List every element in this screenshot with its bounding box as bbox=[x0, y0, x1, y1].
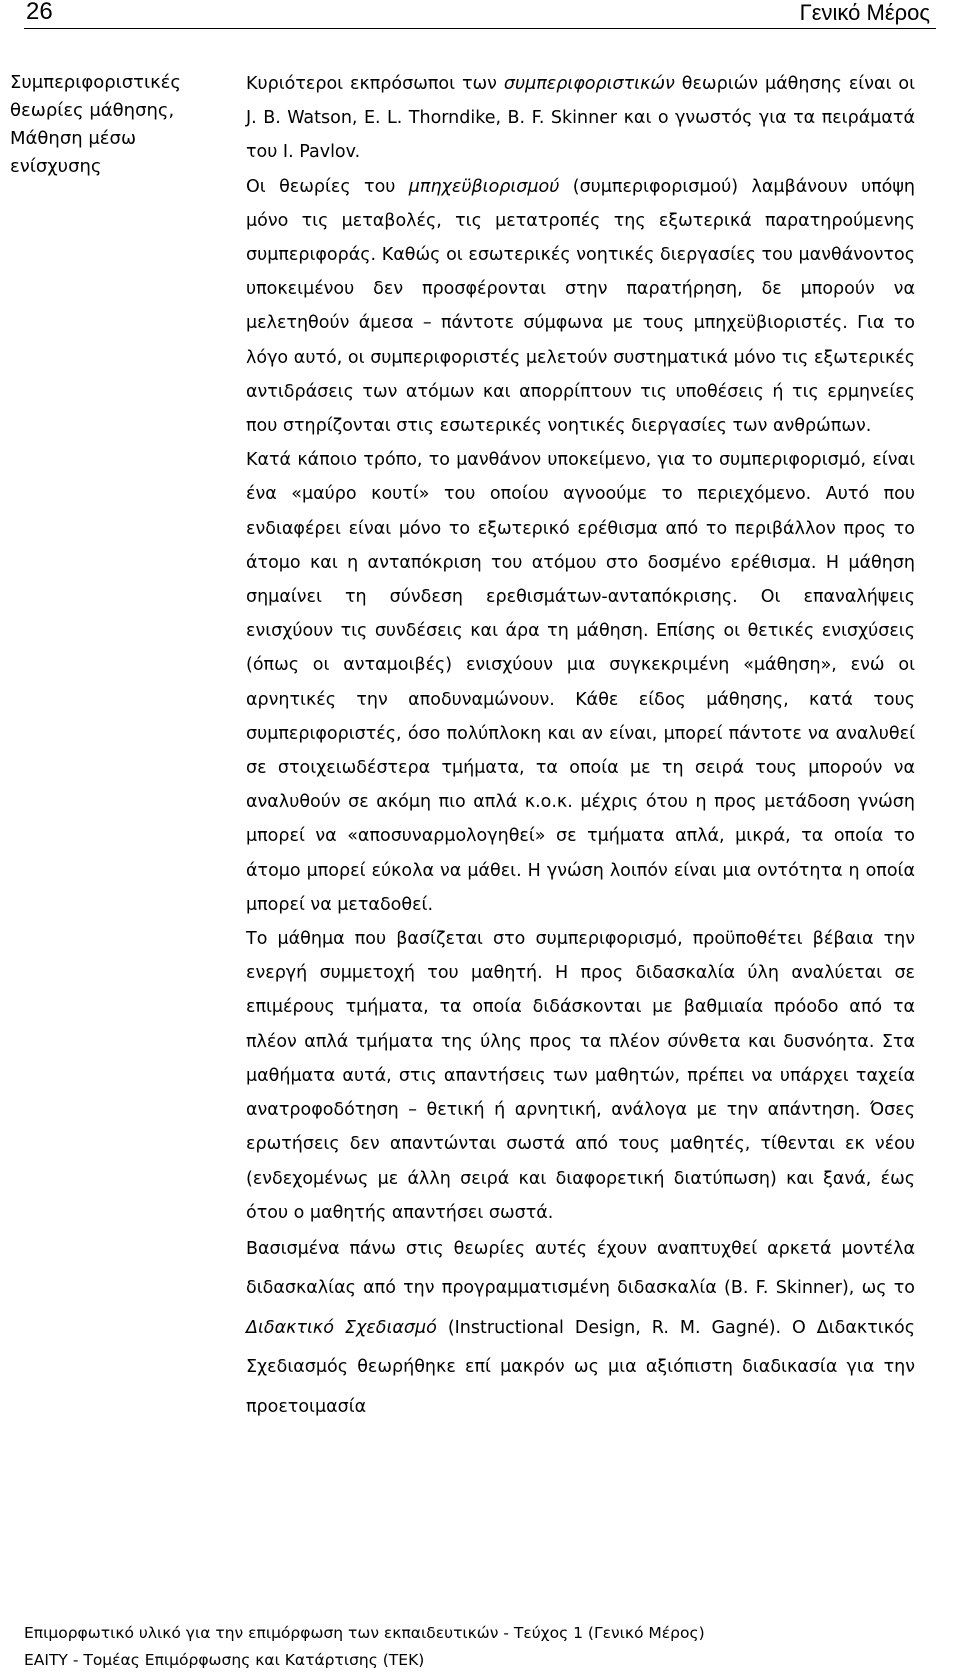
footer-line: ΕΑΙΤΥ - Τομέας Επιμόρφωσης και Κατάρτισης (ΤΕΚ) bbox=[24, 1651, 425, 1669]
emphasis: συμπεριφοριστικών bbox=[503, 74, 675, 94]
text-run: (συμπεριφορισμού) λαμβάνουν υπόψη μόνο τις μεταβολές, τις μετατροπές της εξωτερικά παρατηρούμενης συμπεριφοράς. Καθώς οι εσωτερικές νοητικές διεργασίες του μανθάνοντος υποκειμένου δεν προσφέρονται στην παρατήρηση, δε μπορούν να μελετηθούν άμεσα – πάντοτε σύμφωνα με τους μπηχεϋβιοριστές. Για το λόγο αυτό, οι συμπεριφοριστές μελετούν συστηματικά μόνο τις εξωτερικές αντιδράσεις των ατόμων και απορρίπτουν τις υποθέσεις ή τις ερμηνείες που στηρίζονται στις εσωτερικές νοητικές διεργασίες των ανθρώπων. bbox=[246, 176, 915, 437]
paragraph bbox=[246, 170, 915, 444]
emphasis: Διδακτικό Σχεδιασμό bbox=[246, 1317, 437, 1338]
text-run: Οι θεωρίες του bbox=[246, 176, 409, 197]
paragraph bbox=[246, 67, 915, 170]
page-header bbox=[24, 0, 936, 29]
paragraph bbox=[246, 1230, 915, 1428]
text-run: θεωριών μάθησης είναι οι J. B. Watson, E. L. Thorndike, B. F. Skinner και ο γνωστός για τα πειράματά του I. Pavlov. bbox=[246, 74, 915, 163]
text-run: Βασισμένα πάνω στις θεωρίες αυτές έχουν αναπτυχθεί αρκετά μοντέλα διδασκαλίας από την προγραμματισμένη διδασκαλία (B. F. Skinner), ως το bbox=[246, 1238, 915, 1299]
emphasis: μπηχεϋβιορισμού bbox=[408, 176, 560, 197]
text-run: (Instructional Design, R. M. Gagné). Ο Διδακτικός Σχεδιασμός θεωρήθηκε επί μακρόν ως μια αξιόπιστη διαδικασία για την προετοιμασία bbox=[246, 1317, 915, 1417]
body-text bbox=[246, 67, 915, 1427]
page-footer bbox=[24, 1620, 705, 1674]
text-run: Κυριότεροι εκπρόσωποι των bbox=[246, 74, 504, 94]
paragraph: Κατά κάποιο τρόπο, το μανθάνον υποκείμενο, για το συμπεριφορισμό, είναι ένα «μαύρο κουτί» του οποίου αγνοούμε το περιεχόμενο. Αυτό που ενδιαφέρει είναι μόνο το εξωτερικό ερέθισμα από το περιβάλλον προς το άτομο και η ανταπόκριση του ατόμου στο δοσμένο ερέθισμα. Η μάθηση σημαίνει τη σύνδεση ερεθισμάτων-ανταπόκρισης. Οι επαναλήψεις ενισχύουν τις συνδέσεις και άρα τη μάθηση. Επίσης οι θετικές ενισχύσεις (όπως οι ανταμοιβές) ενισχύουν μια συγκεκριμένη «μάθηση», ενώ οι αρνητικές την αποδυναμώνουν. Κάθε είδος μάθησης, κατά τους συμπεριφοριστές, όσο πολύπλοκη και αν είναι, μπορεί πάντοτε να αναλυθεί σε στοιχειωδέστερα τμήματα, τα οποία με τη σειρά τους μπορούν να αναλυθούν σε ακόμη πιο απλά κ.ο.κ. μέχρις ότου η προς μετάδοση γνώση μπορεί να «αποσυναρμολογηθεί» σε τμήματα απλά, μικρά, τα οποία το άτομο μπορεί εύκολα να μάθει. Η γνώση λοιπόν είναι μια οντότητα η οποία μπορεί να μεταδοθεί. bbox=[246, 450, 915, 915]
page-number: 26 bbox=[26, 0, 53, 25]
footer-line: Επιμορφωτικό υλικό για την επιμόρφωση των εκπαιδευτικών - Τεύχος 1 (Γενικό Μέρος) bbox=[24, 1624, 705, 1642]
paragraph: Το μάθημα που βασίζεται στο συμπεριφορισμό, προϋποθέτει βέβαια την ενεργή συμμετοχή του μαθητή. Η προς διδασκαλία ύλη αναλύεται σε επιμέρους τμήματα, τα οποία διδάσκονται με βαθμιαία πρόοδο από τα πλέον απλά τμήματα της ύλης προς τα πλέον σύνθετα και δυσνόητα. Στα μαθήματα αυτά, στις απαντήσεις των μαθητών, πρέπει να υπάρχει ταχεία ανατροφοδότηση – θετική ή αρνητική, ανάλογα με την απάντηση. Όσες ερωτήσεις δεν απαντώνται σωστά από τους μαθητές, τίθενται εκ νέου (ενδεχομένως με άλλη σειρά και διαφορετική διατύπωση) και ξανά, έως ότου ο μαθητής απαντήσει σωστά. bbox=[246, 929, 915, 1223]
running-title: Γενικό Μέρος bbox=[799, 0, 930, 25]
margin-note: Συμπεριφοριστικές θεωρίες μάθησης, Μάθηση μέσω ενίσχυσης bbox=[10, 72, 181, 177]
